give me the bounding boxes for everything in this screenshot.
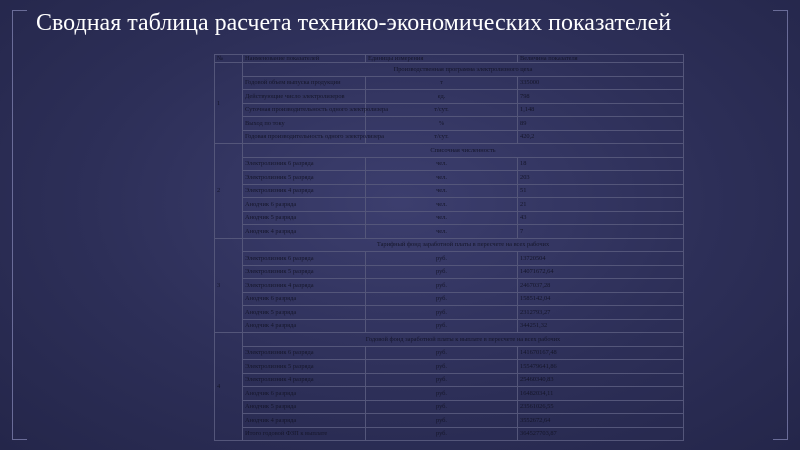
row-value: 51 [518,184,684,198]
table-row [215,103,684,117]
section-number: 1 [215,63,243,144]
row-unit: т [366,76,518,90]
row-unit: руб. [366,400,518,414]
table-row [215,90,684,104]
row-name: Анодчик 4 разряда [243,414,366,428]
row-name: Электролизник 5 разряда [243,171,366,185]
row-value: 344251,32 [518,319,684,333]
row-unit: т/сут. [366,103,518,117]
section-number: 4 [215,333,243,441]
row-name: Электролизник 5 разряда [243,265,366,279]
table-row [215,360,684,374]
table-row [215,130,684,144]
row-value: 89 [518,117,684,131]
row-name: Выход по току [243,117,366,131]
table-row [215,211,684,225]
row-unit: руб. [366,427,518,441]
section-title: Годовой фонд заработной платы к выплате в пересчете на всех рабочих [243,333,684,347]
table-row [215,76,684,90]
section-title-row [215,144,684,158]
table-row [215,279,684,293]
section-title: Производственная программа электролизного цеха [243,63,684,77]
table-row [215,157,684,171]
row-name: Анодчик 5 разряда [243,211,366,225]
row-value: 141670167,48 [518,346,684,360]
row-name: Анодчик 4 разряда [243,319,366,333]
row-name: Суточная производительность одного электролизера [243,103,366,117]
row-name: Анодчик 6 разряда [243,387,366,401]
header-indicator-name: Наименование показателей [243,55,366,63]
row-unit: руб. [366,360,518,374]
right-frame-bracket [773,10,788,440]
section-title-row [215,238,684,252]
summary-table [214,54,684,441]
row-name: Анодчик 5 разряда [243,400,366,414]
slide-title: Сводная таблица расчета технико-экономических показателей [36,10,672,36]
row-value: 23561026,55 [518,400,684,414]
section-number: 2 [215,144,243,239]
row-name: Анодчик 5 разряда [243,306,366,320]
table-row [215,319,684,333]
row-name: Итого годовой ФЗП к выплате [243,427,366,441]
row-name: Электролизник 4 разряда [243,279,366,293]
table-header-row [215,55,684,63]
row-unit: руб. [366,292,518,306]
row-unit: чел. [366,198,518,212]
row-value: 798 [518,90,684,104]
table-row [215,252,684,266]
row-value: 2467037,28 [518,279,684,293]
table-total-row [215,427,684,441]
row-name: Действующие число электролизеров [243,90,366,104]
row-value: 203 [518,171,684,185]
row-unit: руб. [366,252,518,266]
section-number: 3 [215,238,243,333]
table-row [215,414,684,428]
row-value: 14071672,64 [518,265,684,279]
table-row [215,265,684,279]
table-row [215,117,684,131]
header-value: Величина показателя [518,55,684,63]
table-row [215,225,684,239]
row-value: 155479641,86 [518,360,684,374]
row-unit: чел. [366,211,518,225]
table-row [215,292,684,306]
row-unit: руб. [366,319,518,333]
table-row [215,306,684,320]
row-value: 7 [518,225,684,239]
row-value: 21 [518,198,684,212]
row-value: 364527703,87 [518,427,684,441]
row-unit: руб. [366,279,518,293]
table-row [215,346,684,360]
row-unit: чел. [366,157,518,171]
row-value: 1,148 [518,103,684,117]
row-value: 43 [518,211,684,225]
header-unit: Единицы измерения [366,55,518,63]
row-unit: т/сут. [366,130,518,144]
row-unit: руб. [366,265,518,279]
row-name: Анодчик 6 разряда [243,198,366,212]
section-title: Списочная численность [243,144,684,158]
row-name: Электролизник 5 разряда [243,360,366,374]
row-name: Электролизник 4 разряда [243,184,366,198]
header-number: № [215,55,243,63]
row-value: 3552672,64 [518,414,684,428]
row-name: Электролизник 6 разряда [243,346,366,360]
left-frame-bracket [12,10,27,440]
row-unit: чел. [366,171,518,185]
row-name: Анодчик 6 разряда [243,292,366,306]
row-unit: руб. [366,373,518,387]
table-row [215,184,684,198]
row-value: 1585142,04 [518,292,684,306]
table-row [215,373,684,387]
row-name: Электролизник 6 разряда [243,252,366,266]
row-value: 16482034,11 [518,387,684,401]
row-value: 335000 [518,76,684,90]
row-unit: руб. [366,414,518,428]
table-row [215,400,684,414]
row-unit: руб. [366,346,518,360]
row-name: Годовая производительность одного электролизера [243,130,366,144]
row-unit: чел. [366,225,518,239]
table-row [215,198,684,212]
row-name: Годовой объем выпуска продукции [243,76,366,90]
row-unit: % [366,117,518,131]
section-title-row [215,63,684,77]
row-value: 18 [518,157,684,171]
section-title-row [215,333,684,347]
row-value: 25460340,83 [518,373,684,387]
section-title: Тарифный фонд заработной платы в пересчете на всех рабочих [243,238,684,252]
row-unit: руб. [366,306,518,320]
row-value: 420,2 [518,130,684,144]
table-row [215,387,684,401]
row-unit: чел. [366,184,518,198]
row-value: 2312793,27 [518,306,684,320]
row-name: Электролизник 4 разряда [243,373,366,387]
row-name: Электролизник 6 разряда [243,157,366,171]
row-value: 13720504 [518,252,684,266]
table-row [215,171,684,185]
row-unit: ед. [366,90,518,104]
row-name: Анодчик 4 разряда [243,225,366,239]
row-unit: руб. [366,387,518,401]
